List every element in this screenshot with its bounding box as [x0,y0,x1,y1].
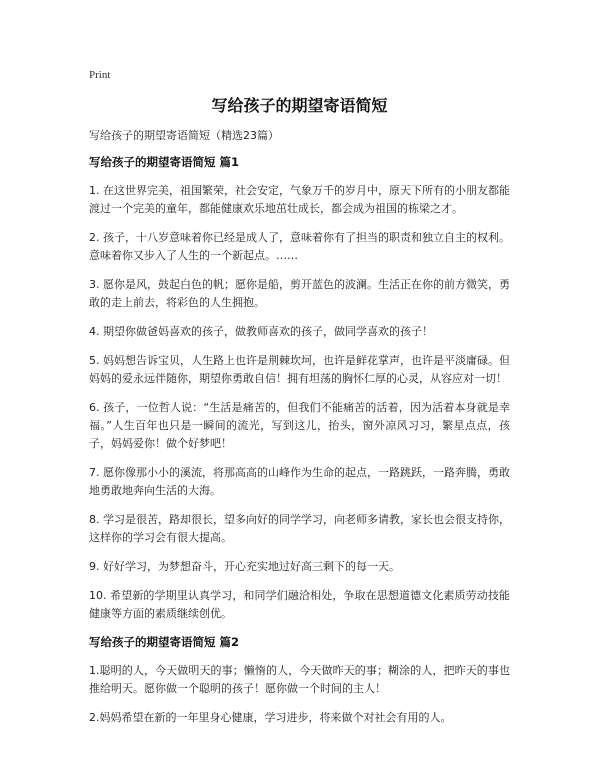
paragraph: 6. 孩子，一位哲人说：“生活是痛苦的，但我们不能痛苦的活着，因为活着本身就是幸福。”人生百年也只是一瞬间的流光，写到这儿，抬头，窗外凉风习习，繁星点点，孩子，妈妈爱你！做个好梦吧！ [89,401,510,450]
section-1 [89,154,510,623]
paragraph: 1.聪明的人，今天做明天的事；懒惰的人，今天做昨天的事；糊涂的人，把昨天的事也推给明天。愿你做一个聪明的孩子！愿你做一个时间的主人！ [89,664,510,695]
paragraph: 2.妈妈希望在新的一年里身心健康，学习进步，将来做个对社会有用的人。 [89,711,452,724]
document-subtitle: 写给孩子的期望寄语简短（精选23篇） [89,129,279,142]
section-heading: 写给孩子的期望寄语简短 篇2 [89,635,240,649]
paragraph: 8. 学习是很苦，路却很长，望多向好的同学学习，向老师多请教，家长也会很支持你，这样你的学习会有很大提高。 [89,513,510,544]
paragraph: 3. 愿你是风，鼓起白色的帆；愿你是船，剪开蓝色的波澜。生活正在你的前方微笑，勇敢的走上前去，将彩色的人生拥抱。 [89,278,510,309]
paragraph: 2. 孩子，十八岁意味着你已经是成人了，意味着你有了担当的职责和独立自主的权利。意味着你又步入了人生的一个新起点。…… [89,231,510,262]
paragraph: 4. 期望你做爸妈喜欢的孩子，做教师喜欢的孩子，做同学喜欢的孩子！ [89,325,433,338]
paragraph: 9. 好好学习，为梦想奋斗，开心充实地过好高三剩下的每一天。 [89,560,400,573]
paragraph: 7. 愿你像那小小的溪流，将那高高的山峰作为生命的起点，一路跳跃，一路奔腾，勇敢地勇敢地奔向生活的大海。 [89,466,510,497]
section-heading: 写给孩子的期望寄语简短 篇1 [89,155,240,169]
page-title: 写给孩子的期望寄语简短 [211,96,388,115]
paragraph: 5. 妈妈想告诉宝贝，人生路上也许是荆棘坎坷，也许是鲜花掌声，也许是平淡庸碌。但妈妈的爱永远伴随你，期望你勇敢自信！拥有坦荡的胸怀仁厚的心灵，从容应对一切！ [89,354,510,385]
paragraph: 1. 在这世界完美，祖国繁荣，社会安定，气象万千的岁月中，原天下所有的小朋友都能渡过一个完美的童年，都能健康欢乐地茁壮成长，都会成为祖国的栋梁之才。 [89,184,510,215]
paragraph: 10. 希望新的学期里认真学习，和同学们融洽相处，争取在思想道德文化素质劳动技能健康等方面的素质继续创优。 [89,589,510,620]
section-2 [89,634,510,727]
print-label[interactable]: Print [89,69,111,81]
